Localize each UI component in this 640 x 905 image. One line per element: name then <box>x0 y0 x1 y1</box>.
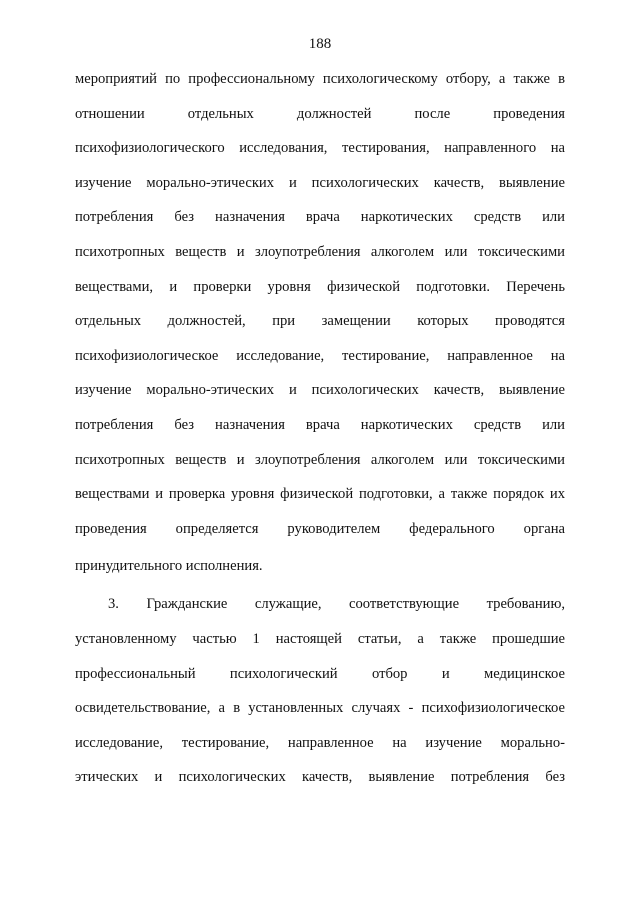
text-line: профессиональный психологический отбор и медицинское <box>75 665 565 682</box>
text-line: веществами, и проверки уровня физической подготовки. Перечень <box>75 278 565 295</box>
text-line: исследование, тестирование, направленное на изучение морально- <box>75 734 565 751</box>
text-line: веществами и проверка уровня физической подготовки, а также порядок их <box>75 486 565 503</box>
text-line: изучение морально-этических и психологических качеств, выявление <box>75 174 565 191</box>
document-body <box>75 62 565 795</box>
text-line: отношении отдельных должностей после проведения <box>75 105 565 122</box>
text-line: освидетельствование, а в установленных случаях - психофизиологическое <box>75 700 565 717</box>
text-line: психофизиологическое исследование, тестирование, направленное на <box>75 347 565 364</box>
text-line: изучение морально-этических и психологических качеств, выявление <box>75 382 565 399</box>
text-line: мероприятий по профессиональному психологическому отбору, а также в <box>75 71 565 87</box>
text-line: потребления без назначения врача наркотических средств или <box>75 416 565 433</box>
text-line: психофизиологического исследования, тестирования, направленного на <box>75 140 565 157</box>
paragraph-end-line: принудительного исполнения. <box>75 558 263 575</box>
page-number: 188 <box>308 36 332 52</box>
text-line: психотропных веществ и злоупотребления алкоголем или токсическими <box>75 451 565 468</box>
text-line: проведения определяется руководителем федерального органа <box>75 520 565 537</box>
text-line: потребления без назначения врача наркотических средств или <box>75 209 565 226</box>
text-line: этических и психологических качеств, выявление потребления без <box>75 769 565 786</box>
paragraph-start-line: 3. Гражданские служащие, соответствующие требованию, <box>108 596 565 613</box>
text-line: отдельных должностей, при замещении которых проводятся <box>75 313 565 330</box>
text-line: установленному частью 1 настоящей статьи, а также прошедшие <box>75 630 565 647</box>
text-line: психотропных веществ и злоупотребления алкоголем или токсическими <box>75 243 565 260</box>
